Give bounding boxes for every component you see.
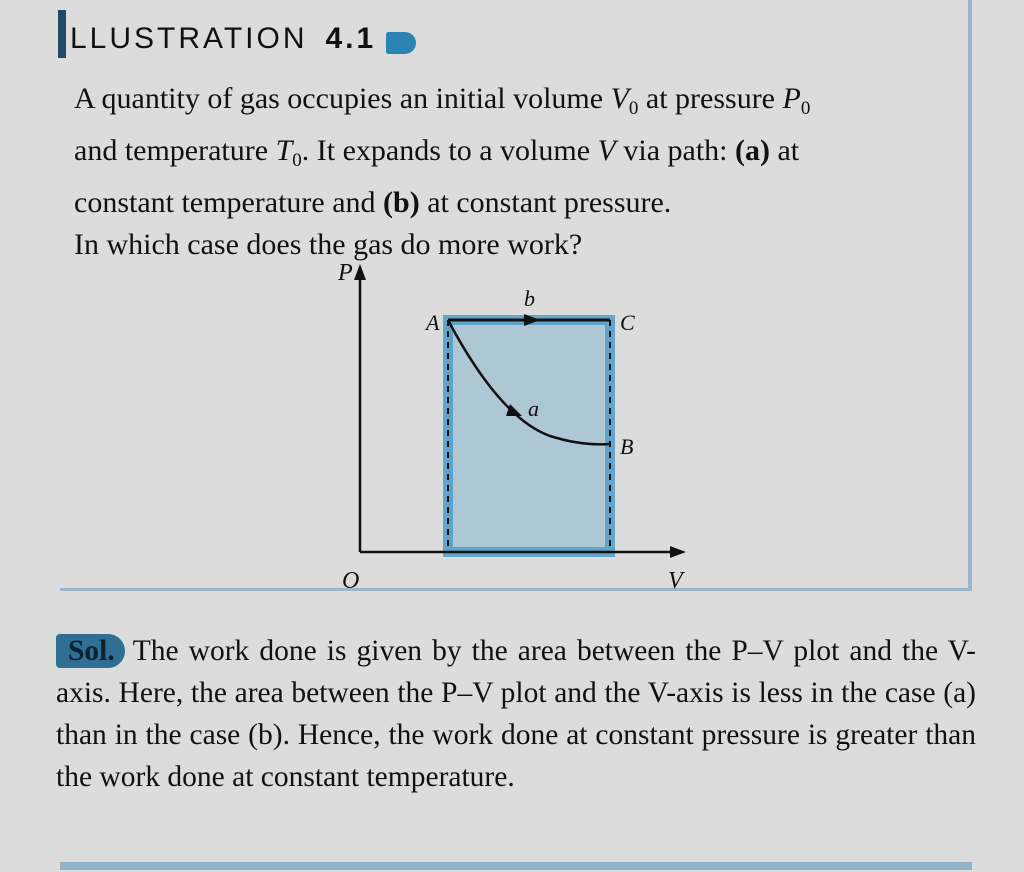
path-a-label: a xyxy=(528,396,539,421)
point-b-label: B xyxy=(620,434,634,459)
heading-number: 4.1 xyxy=(325,22,377,55)
pv-diagram xyxy=(320,258,710,603)
question-text-run: A quantity of gas occupies an initial volume xyxy=(74,82,611,115)
question-text-run: at pressure xyxy=(638,82,783,115)
question-text-run: at xyxy=(769,134,800,167)
solution-paragraph xyxy=(56,630,976,798)
illustration-heading xyxy=(58,10,416,58)
heading-tab-mark xyxy=(386,32,416,54)
heading-label: LLUSTRATION xyxy=(70,22,308,55)
solution-tag: Sol. xyxy=(56,634,125,668)
area-under-path-b xyxy=(448,320,610,552)
solution-body: The work done is given by the area between the P–V plot and the V-axis. Here, the area between the P–V plot and the V-axis is less in the case (a) than in the case (b). Hence, the work done at constant pressure is greater than the work done at constant temperature. xyxy=(56,635,976,793)
right-border-rule xyxy=(968,0,972,590)
p-axis-arrow xyxy=(354,264,366,280)
origin-label: O xyxy=(342,568,360,594)
symbol-v: V xyxy=(597,134,616,167)
path-b-label: b xyxy=(524,286,535,311)
point-c-label: C xyxy=(620,310,635,335)
solution-text xyxy=(56,630,976,798)
question-line-4: In which case does the gas do more work? xyxy=(74,228,583,261)
question-line-1 xyxy=(74,78,964,130)
page-foot-rule xyxy=(60,862,972,870)
question-line-2 xyxy=(74,130,964,182)
symbol-p: P xyxy=(782,82,801,115)
case-b-label: (b) xyxy=(383,186,420,219)
question-text-run: via path: xyxy=(615,134,735,167)
question-text-run: and temperature xyxy=(74,134,276,167)
subscript: 0 xyxy=(800,98,811,119)
subscript: 0 xyxy=(292,150,302,171)
case-a-label: (a) xyxy=(735,134,770,167)
question-line-3 xyxy=(74,182,964,224)
pv-diagram-svg xyxy=(320,258,710,598)
question-text-run: . It expands to a volume xyxy=(301,134,598,167)
heading-text xyxy=(70,22,376,58)
point-a-label: A xyxy=(426,310,440,335)
v-axis-arrow xyxy=(670,546,686,558)
question-text-run: constant temperature and xyxy=(74,186,384,219)
symbol-t: T xyxy=(275,134,293,167)
subscript: 0 xyxy=(628,98,639,119)
symbol-v: V xyxy=(610,82,629,115)
axis-p-label: P xyxy=(338,260,353,286)
question-text-run: at constant pressure. xyxy=(419,186,672,219)
heading-bar-mark xyxy=(58,10,66,58)
question-text xyxy=(74,78,964,266)
axis-v-label: V xyxy=(668,568,683,594)
